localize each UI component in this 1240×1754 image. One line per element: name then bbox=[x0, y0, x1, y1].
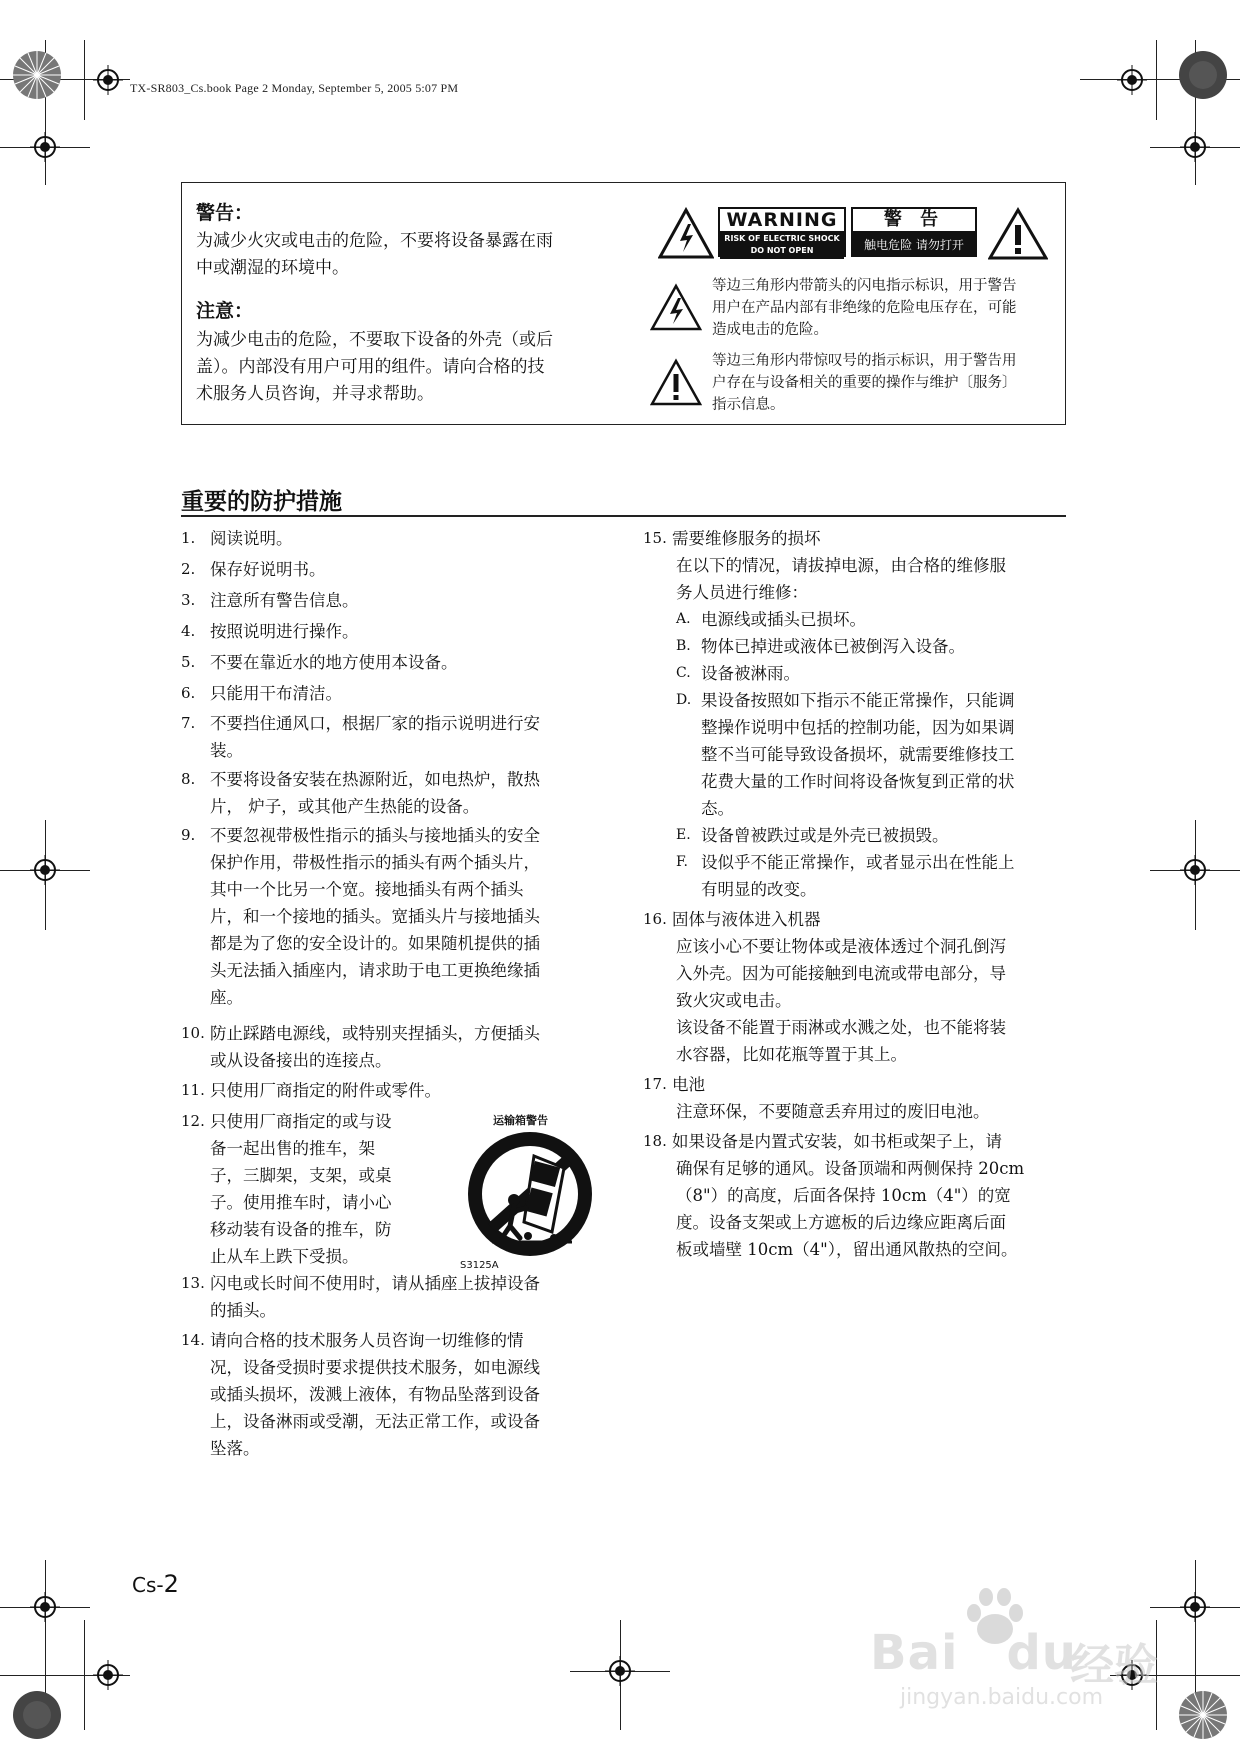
item-number: 18. bbox=[643, 1132, 667, 1150]
item-text-line: 或插头损坏，泼溅上液体，有物品坠落到设备 bbox=[210, 1385, 540, 1404]
sub-item-text-line: 电源线或插头已损坏。 bbox=[701, 610, 866, 629]
exclamation-triangle-icon bbox=[650, 358, 702, 406]
registration-crosshair-icon bbox=[1117, 65, 1147, 95]
item-text-line: 头无法插入插座内，请求助于电工更换绝缘插 bbox=[210, 961, 540, 980]
sub-item-text-line: 设似乎不能正常操作，或者显示出在性能上 bbox=[701, 853, 1015, 872]
item-text-line: 致火灾或电击。 bbox=[676, 991, 792, 1010]
item-number: 14. bbox=[181, 1331, 205, 1349]
warning-plate: WARNING RISK OF ELECTRIC SHOCK DO NOT OPEN bbox=[718, 207, 846, 257]
item-number: 16. bbox=[643, 910, 667, 928]
item-text-line: 闪电或长时间不使用时，请从插座上拔掉设备 bbox=[210, 1274, 540, 1293]
baidu-jingyan-watermark: Bai du 经验 jingyan.baidu.com bbox=[870, 1585, 1230, 1715]
sub-item-letter: D. bbox=[676, 692, 692, 708]
safety-item bbox=[181, 710, 601, 764]
item-text-line: （8"）的高度，后面各保持 10cm（4"）的宽 bbox=[676, 1186, 1011, 1205]
item-number: 7. bbox=[181, 714, 196, 732]
item-title: 需要维修服务的损坏 bbox=[672, 529, 821, 548]
safety-item bbox=[181, 1327, 601, 1462]
safety-item bbox=[181, 1270, 601, 1324]
sub-item-letter: E. bbox=[676, 827, 691, 843]
item-text-line: 或从设备接出的连接点。 bbox=[210, 1051, 392, 1070]
item-text-line: 注意所有警告信息。 bbox=[210, 591, 359, 610]
sub-item-letter: B. bbox=[676, 638, 691, 654]
registration-crosshair-icon bbox=[30, 855, 60, 885]
section-title: 重要的防护措施 bbox=[181, 489, 342, 515]
safety-item bbox=[181, 587, 601, 614]
lightning-triangle-icon bbox=[658, 207, 714, 259]
registration-crosshair-icon bbox=[30, 132, 60, 162]
exclamation-triangle-icon bbox=[988, 207, 1048, 261]
cart-figure-caption: 运输箱警告 bbox=[493, 1114, 548, 1127]
safety-item bbox=[181, 680, 601, 707]
sub-item-text-line: 花费大量的工作时间将设备恢复到正常的状 bbox=[701, 772, 1015, 791]
safety-item bbox=[181, 1077, 601, 1104]
item-text-line: 其中一个比另一个宽。接地插头有两个插头 bbox=[210, 880, 524, 899]
caution-heading: 注意： bbox=[196, 300, 254, 322]
item-text-line: 坠落。 bbox=[210, 1439, 260, 1458]
lightning-symbol-description: 等边三角形内带箭头的闪电指示标识，用于警告 用户在产品内部有非绝缘的危险电压存在，可能 造成电击的危险。 bbox=[712, 278, 1017, 338]
item-text-line: 备一起出售的推车，架 bbox=[210, 1139, 375, 1158]
sub-item-letter: C. bbox=[676, 665, 691, 681]
registration-crosshair-icon bbox=[93, 1660, 123, 1690]
item-title: 电池 bbox=[672, 1075, 705, 1094]
registration-crosshair-icon bbox=[30, 1592, 60, 1622]
item-text-line: 上，设备淋雨或受潮，无法正常工作，或设备 bbox=[210, 1412, 540, 1431]
item-text-line: 座。 bbox=[210, 988, 243, 1007]
item-text-line: 保存好说明书。 bbox=[210, 560, 326, 579]
page-number: Cs-2 bbox=[132, 1570, 179, 1598]
item-text-line: 片， 炉子，或其他产生热能的设备。 bbox=[210, 797, 480, 816]
item-text-line: 确保有足够的通风。设备顶端和两侧保持 20cm bbox=[676, 1159, 1025, 1178]
item-number: 6. bbox=[181, 684, 196, 702]
sub-item-text-line: 整操作说明中包括的控制功能，因为如果调 bbox=[701, 718, 1015, 737]
sub-item-text-line: 设备曾被跌过或是外壳已被损毁。 bbox=[701, 826, 949, 845]
item-number: 13. bbox=[181, 1274, 205, 1292]
item-text-line: 按照说明进行操作。 bbox=[210, 622, 359, 641]
registration-crosshair-icon bbox=[1180, 132, 1210, 162]
tipping-cart-icon bbox=[462, 1128, 597, 1258]
item-text-line: 只使用厂商指定的附件或零件。 bbox=[210, 1081, 441, 1100]
item-number: 10. bbox=[181, 1024, 205, 1042]
item-number: 2. bbox=[181, 560, 196, 578]
item-text-line: 板或墙壁 10cm（4"），留出通风散热的空间。 bbox=[676, 1240, 1018, 1259]
item-text-line: 度。设备支架或上方遮板的后边缘应距离后面 bbox=[676, 1213, 1006, 1232]
sub-item-letter: F. bbox=[676, 854, 688, 870]
color-bar-disc-icon bbox=[1178, 50, 1228, 100]
registration-crosshair-icon bbox=[605, 1656, 635, 1686]
color-bar-disc-icon bbox=[12, 1690, 62, 1740]
exclamation-symbol-description: 等边三角形内带惊叹号的指示标识，用于警告用 户存在与设备相关的重要的操作与维护〔服务〕 指示信息。 bbox=[712, 353, 1017, 413]
item-text-line: 只使用厂商指定的或与设 bbox=[210, 1112, 392, 1131]
item-text-line: 如果设备是内置式安装，如书柜或架子上，请 bbox=[672, 1132, 1002, 1151]
item-text-line: 保护作用，带极性指示的插头有两个插头片， bbox=[210, 853, 540, 872]
chinese-warning-plate: 警 告 触电危险 请勿打开 bbox=[851, 207, 977, 257]
item-title: 固体与液体进入机器 bbox=[672, 910, 821, 929]
safety-item bbox=[181, 766, 601, 820]
item-text-line: 该设备不能置于雨淋或水溅之处，也不能将装 bbox=[676, 1018, 1006, 1037]
safety-item bbox=[181, 649, 601, 676]
item-text-line: 在以下的情况，请拔掉电源，由合格的维修服 bbox=[676, 556, 1006, 575]
item-number: 12. bbox=[181, 1112, 205, 1130]
sub-item-letter: A. bbox=[676, 611, 691, 627]
caution-text: 为减少电击的危险，不要取下设备的外壳（或后 盖）。内部没有用户可用的组件。请向合格的技 术服务人员咨询，并寻求帮助。 bbox=[196, 330, 553, 404]
lightning-triangle-icon bbox=[650, 283, 702, 331]
item-text-line: 子，三脚架，支架，或桌 bbox=[210, 1166, 392, 1185]
item-number: 9. bbox=[181, 826, 196, 844]
item-number: 4. bbox=[181, 622, 196, 640]
item-text-line: 入外壳。因为可能接触到电流或带电部分，导 bbox=[676, 964, 1006, 983]
cart-warning-figure bbox=[460, 1112, 600, 1272]
registration-crosshair-icon bbox=[1180, 855, 1210, 885]
item-text-line: 况，设备受损时要求提供技术服务，如电源线 bbox=[210, 1358, 540, 1377]
item-text-line: 不要将设备安装在热源附近，如电热炉，散热 bbox=[210, 770, 540, 789]
item-text-line: 止从车上跌下受损。 bbox=[210, 1247, 359, 1266]
item-text-line: 不要在靠近水的地方使用本设备。 bbox=[210, 653, 458, 672]
item-text-line: 请向合格的技术服务人员咨询一切维修的情 bbox=[210, 1331, 524, 1350]
safety-item bbox=[181, 822, 601, 1011]
safety-item bbox=[181, 556, 601, 583]
item-text-line: 子。使用推车时，请小心 bbox=[210, 1193, 392, 1212]
sub-item-text-line: 物体已掉进或液体已被倒泻入设备。 bbox=[701, 637, 965, 656]
item-number: 1. bbox=[181, 529, 196, 547]
sub-item-text-line: 设备被淋雨。 bbox=[701, 664, 800, 683]
file-info-header: TX-SR803_Cs.book Page 2 Monday, September 5, 2005 5:07 PM bbox=[130, 81, 459, 95]
item-text-line: 注意环保，不要随意丢弃用过的废旧电池。 bbox=[676, 1102, 990, 1121]
warning-text: 为减少火灾或电击的危险，不要将设备暴露在雨 中或潮湿的环境中。 bbox=[196, 231, 553, 278]
item-text-line: 片，和一个接地的插头。宽插头片与接地插头 bbox=[210, 907, 540, 926]
sub-item-text-line: 整不当可能导致设备损坏，就需要维修技工 bbox=[701, 745, 1015, 764]
item-text-line: 务人员进行维修： bbox=[676, 583, 808, 602]
item-number: 8. bbox=[181, 770, 196, 788]
item-text-line: 都是为了您的安全设计的。如果随机提供的插 bbox=[210, 934, 540, 953]
starburst-mark-icon bbox=[12, 50, 62, 100]
warning-symbol-row bbox=[658, 207, 1050, 263]
safety-item bbox=[181, 618, 601, 645]
cart-figure-code: S3125A bbox=[460, 1260, 499, 1271]
registration-crosshair-icon bbox=[93, 65, 123, 95]
item-text-line: 装。 bbox=[210, 741, 243, 760]
item-number: 15. bbox=[643, 529, 667, 547]
item-text-line: 应该小心不要让物体或是液体透过个洞孔倒泻 bbox=[676, 937, 1006, 956]
item-number: 5. bbox=[181, 653, 196, 671]
safety-item bbox=[181, 1108, 426, 1270]
item-text-line: 的插头。 bbox=[210, 1301, 276, 1320]
warning-heading: 警告： bbox=[196, 202, 254, 224]
item-text-line: 水容器，比如花瓶等置于其上。 bbox=[676, 1045, 907, 1064]
item-text-line: 防止踩踏电源线，或特别夹捏插头，方便插头 bbox=[210, 1024, 540, 1043]
section-divider bbox=[181, 515, 1066, 517]
item-text-line: 只能用干布清洁。 bbox=[210, 684, 342, 703]
item-text-line: 不要忽视带极性指示的插头与接地插头的安全 bbox=[210, 826, 540, 845]
item-number: 17. bbox=[643, 1075, 667, 1093]
item-text-line: 不要挡住通风口，根据厂家的指示说明进行安 bbox=[210, 714, 540, 733]
item-text-line: 阅读说明。 bbox=[210, 529, 293, 548]
sub-item-text-line: 态。 bbox=[701, 799, 734, 818]
safety-item bbox=[181, 1020, 601, 1074]
sub-item-text-line: 有明显的改变。 bbox=[701, 880, 817, 899]
item-number: 11. bbox=[181, 1081, 205, 1099]
safety-item bbox=[181, 525, 601, 552]
item-number: 3. bbox=[181, 591, 196, 609]
sub-item-text-line: 果设备按照如下指示不能正常操作，只能调 bbox=[701, 691, 1015, 710]
item-text-line: 移动装有设备的推车，防 bbox=[210, 1220, 392, 1239]
